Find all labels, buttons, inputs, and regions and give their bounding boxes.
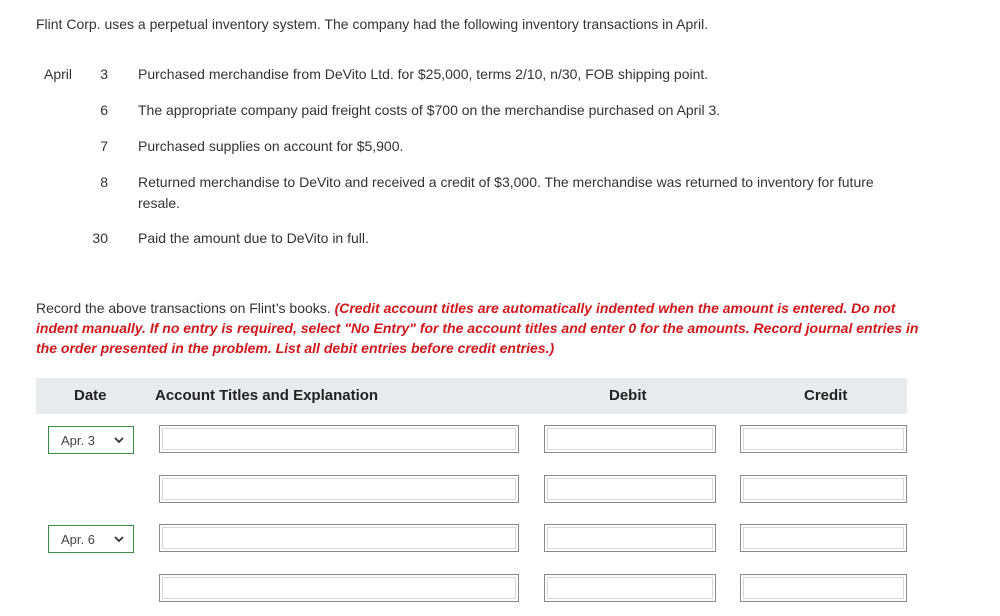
credit-input[interactable] xyxy=(740,574,907,602)
date-column-header: Date xyxy=(74,387,107,404)
transaction-text: Purchased merchandise from DeVito Ltd. for $25,000, terms 2/10, n/30, FOB shipping point. xyxy=(138,66,709,82)
transaction-text: Returned merchandise to DeVito and received a credit of $3,000. The merchandise was returned to inventory for future resale. xyxy=(138,174,874,211)
date-select-value: Apr. 6 xyxy=(61,532,95,547)
chevron-down-icon xyxy=(113,533,125,545)
credit-input[interactable] xyxy=(740,524,907,552)
account-title-input[interactable] xyxy=(159,574,519,602)
debit-column-header: Debit xyxy=(609,387,647,404)
debit-input[interactable] xyxy=(544,475,716,503)
problem-intro: Flint Corp. uses a perpetual inventory system. The company had the following inventory transactions in April. xyxy=(36,16,709,32)
account-column-header: Account Titles and Explanation xyxy=(155,387,379,404)
debit-input[interactable] xyxy=(544,574,716,602)
date-select[interactable] xyxy=(48,525,134,553)
instructions xyxy=(36,298,926,358)
transaction-text: The appropriate company paid freight costs of $700 on the merchandise purchased on April 3. xyxy=(138,102,721,118)
transaction-text: Paid the amount due to DeVito in full. xyxy=(138,230,369,246)
chevron-down-icon xyxy=(113,434,125,446)
credit-input[interactable] xyxy=(740,425,907,453)
transaction-text: Purchased supplies on account for $5,900. xyxy=(138,138,404,154)
journal-table-header xyxy=(36,378,907,414)
debit-input[interactable] xyxy=(544,425,716,453)
transaction-day: 3 xyxy=(100,66,108,82)
credit-input[interactable] xyxy=(740,475,907,503)
instructions-emphasis: (Credit account titles are automatically indented when the amount is entered. Do not indent manually. If no entry is required, select "No Entry" for the account titles and enter 0 for the amounts. Record journal entries in the order presented in the problem. List all debit entries before credit entries.) xyxy=(36,300,919,356)
transaction-day: 8 xyxy=(100,174,108,190)
account-title-input[interactable] xyxy=(159,524,519,552)
account-title-input[interactable] xyxy=(159,425,519,453)
debit-input[interactable] xyxy=(544,524,716,552)
transaction-day: 6 xyxy=(100,102,108,118)
credit-column-header: Credit xyxy=(804,387,848,404)
transaction-month: April xyxy=(44,66,73,82)
account-title-input[interactable] xyxy=(159,475,519,503)
transaction-day: 30 xyxy=(92,230,108,246)
date-select-value: Apr. 3 xyxy=(61,433,95,448)
instructions-lead: Record the above transactions on Flint’s books. xyxy=(36,300,335,316)
transaction-day: 7 xyxy=(100,138,108,154)
date-select[interactable] xyxy=(48,426,134,454)
